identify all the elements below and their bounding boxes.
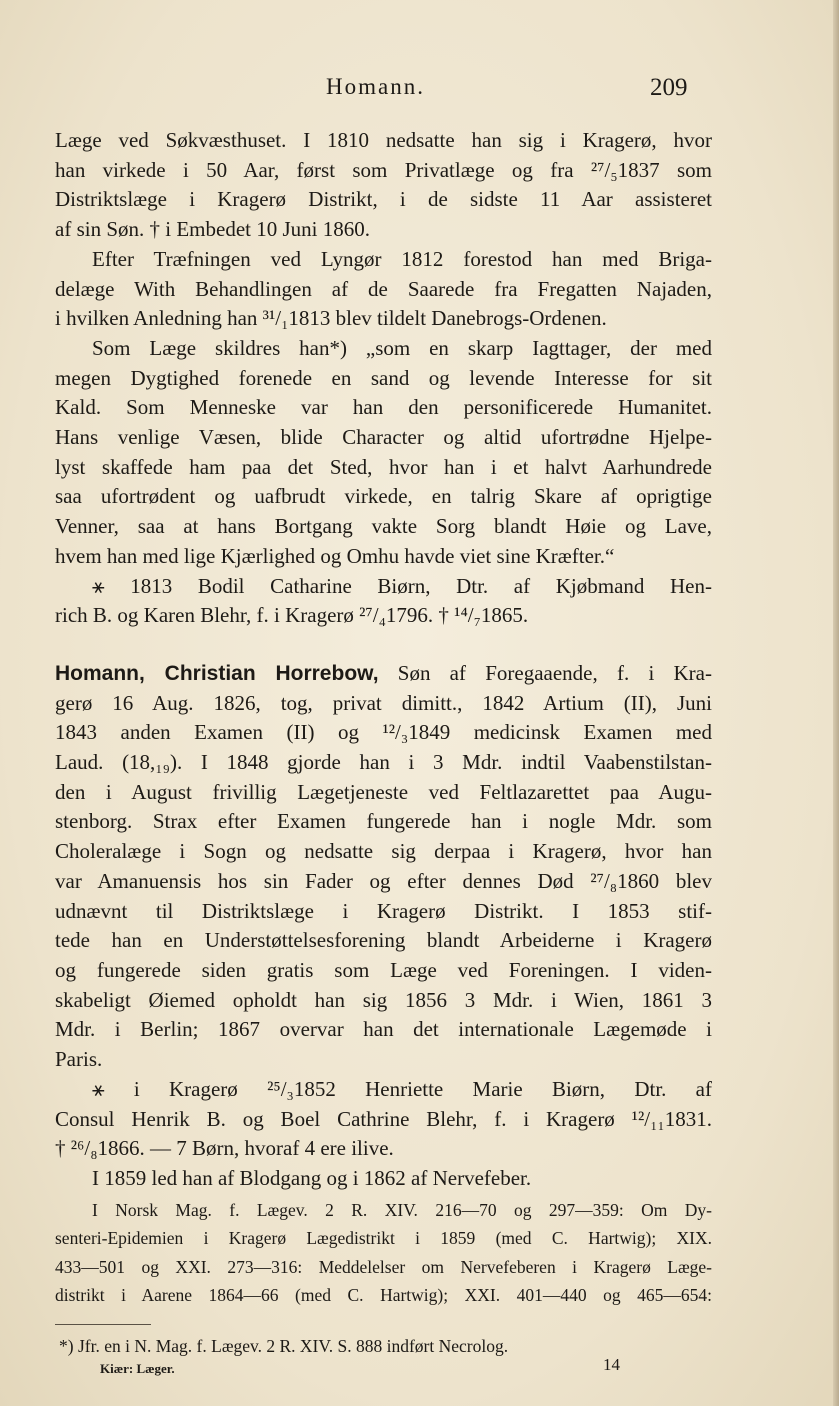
signature-number: 14 [603,1354,620,1374]
text-line: † ²⁶/₈1866. — 7 Børn, hvoraf 4 ere ilive. [55,1136,394,1161]
text-line: den i August frivillig Lægetjeneste ved Feltlazarettet paa Augu- [55,779,712,804]
reference-line: distrikt i Aarene 1864—66 (med C. Hartwig); XXI. 401—440 og 465—654: [55,1285,712,1306]
page-number: 209 [650,74,688,101]
text-line: Paris. [55,1047,103,1072]
text-line: saa ufortrødent og uafbrudt virkede, en talrig Skare af oprigtige [55,484,712,509]
entry-first-line [55,659,712,689]
entry-homann-christian [55,659,712,1075]
text-line: Laud. (18,₁₉). I 1848 gjorde han i 3 Mdr. indtil Vaabenstilstan- [55,750,712,775]
text-line: tede han en Understøttelsesforening blandt Arbeiderne i Kragerø [55,928,712,953]
page-edge [833,0,839,1406]
text-line: i hvilken Anledning han ³¹/₁1813 blev tildelt Danebrogs-Ordenen. [55,306,607,331]
text-line: Venner, saa at hans Bortgang vakte Sorg blandt Høie og Lave, [55,514,712,539]
reference-line: I Norsk Mag. f. Lægev. 2 R. XIV. 216—70 og 297—359: Om Dy- [92,1199,712,1220]
footnote: *) Jfr. en i N. Mag. f. Lægev. 2 R. XIV. S. 888 indført Necrolog. [59,1335,509,1356]
text-line: Kald. Som Menneske var han den personificerede Humanitet. [55,395,712,420]
text-line: Distriktslæge i Kragerø Distrikt, i de sidste 11 Aar assisteret [55,187,712,212]
text-line: Mdr. i Berlin; 1867 overvar han det internationale Lægemøde i [55,1017,712,1042]
text-line: delæge With Behandlingen af de Saarede fra Fregatten Najaden, [55,276,712,301]
text-line: Consul Henrik B. og Boel Cathrine Blehr, f. i Kragerø ¹²/₁₁1831. [55,1106,712,1131]
text-line: Hans venlige Væsen, blide Character og altid ufortrødne Hjelpe- [55,425,712,450]
paragraph-lyngor [55,245,712,334]
paragraph-career [55,126,712,245]
text-line: skabeligt Øiemed opholdt han sig 1856 3 Mdr. i Wien, 1861 3 [55,987,712,1012]
paragraph-illness [55,1164,712,1194]
references [55,1196,712,1310]
signature-mark: Kiær: Læger. [100,1360,175,1376]
running-header [0,74,839,110]
text-line: og fungerede siden gratis som Læge ved Foreningen. I viden- [55,957,712,982]
text-line: lyst skaffede ham paa det Sted, hvor han i et halvt Aarhundrede [55,454,712,479]
reference-line: 433—501 og XXI. 273—316: Meddelelser om Nervefeberen i Kragerø Læge- [55,1256,712,1277]
text-line: 1843 anden Examen (II) og ¹²/₃1849 medicinsk Examen med [55,720,712,745]
text-line: rich B. og Karen Blehr, f. i Kragerø ²⁷/₄1796. † ¹⁴/₇1865. [55,603,529,628]
entry-name: Homann, Christian Horrebow, [55,661,379,685]
text-line: stenborg. Strax efter Examen fungerede han i nogle Mdr. som [55,809,712,834]
paragraph-marriage-father [55,572,712,631]
reference-line: senteri-Epidemien i Kragerø Lægedistrikt i 1859 (med C. Hartwig); XIX. [55,1228,712,1249]
running-title: Homann. [326,74,425,99]
paragraph-character [55,334,712,572]
signature-row [55,1354,712,1383]
text-line: Læge ved Søkvæsthuset. I 1810 nedsatte han sig i Kragerø, hvor [55,128,712,152]
text-line: hvem han med lige Kjærlighed og Omhu havde viet sine Kræfter.“ [55,543,615,568]
text-line: ⚹ i Kragerø ²⁵/₃1852 Henriette Marie Biørn, Dtr. af [92,1076,712,1101]
text-line: af sin Søn. † i Embedet 10 Juni 1860. [55,217,370,242]
text-line: Choleralæge i Sogn og nedsatte sig derpaa i Kragerø, hvor han [55,839,712,864]
entry-separator [55,631,712,659]
paragraph-marriage-son [55,1075,712,1164]
text-line: Efter Træfningen ved Lyngør 1812 forestod han med Briga- [92,246,712,271]
text-line: udnævnt til Distriktslæge i Kragerø Distrikt. I 1853 stif- [55,898,712,923]
text-line: ⚹ 1813 Bodil Catharine Biørn, Dtr. af Kjøbmand Hen- [92,573,712,598]
footnote-rule [55,1324,151,1325]
text-line: var Amanuensis hos sin Fader og efter dennes Død ²⁷/₈1860 blev [55,868,712,893]
text-line: Søn af Foregaaende, f. i Kra- [378,660,712,685]
text-line: Som Læge skildres han*) „som en skarp Iagttager, der med [92,335,712,360]
text-line: I 1859 led han af Blodgang og i 1862 af Nervefeber. [92,1165,532,1190]
text-line: han virkede i 50 Aar, først som Privatlæge og fra ²⁷/₅1837 som [55,157,712,182]
page-body [55,126,712,1383]
text-line: megen Dygtighed forenede en sand og levende Interesse for sit [55,365,712,390]
text-line: gerø 16 Aug. 1826, tog, privat dimitt., 1842 Artium (II), Juni [55,690,712,715]
